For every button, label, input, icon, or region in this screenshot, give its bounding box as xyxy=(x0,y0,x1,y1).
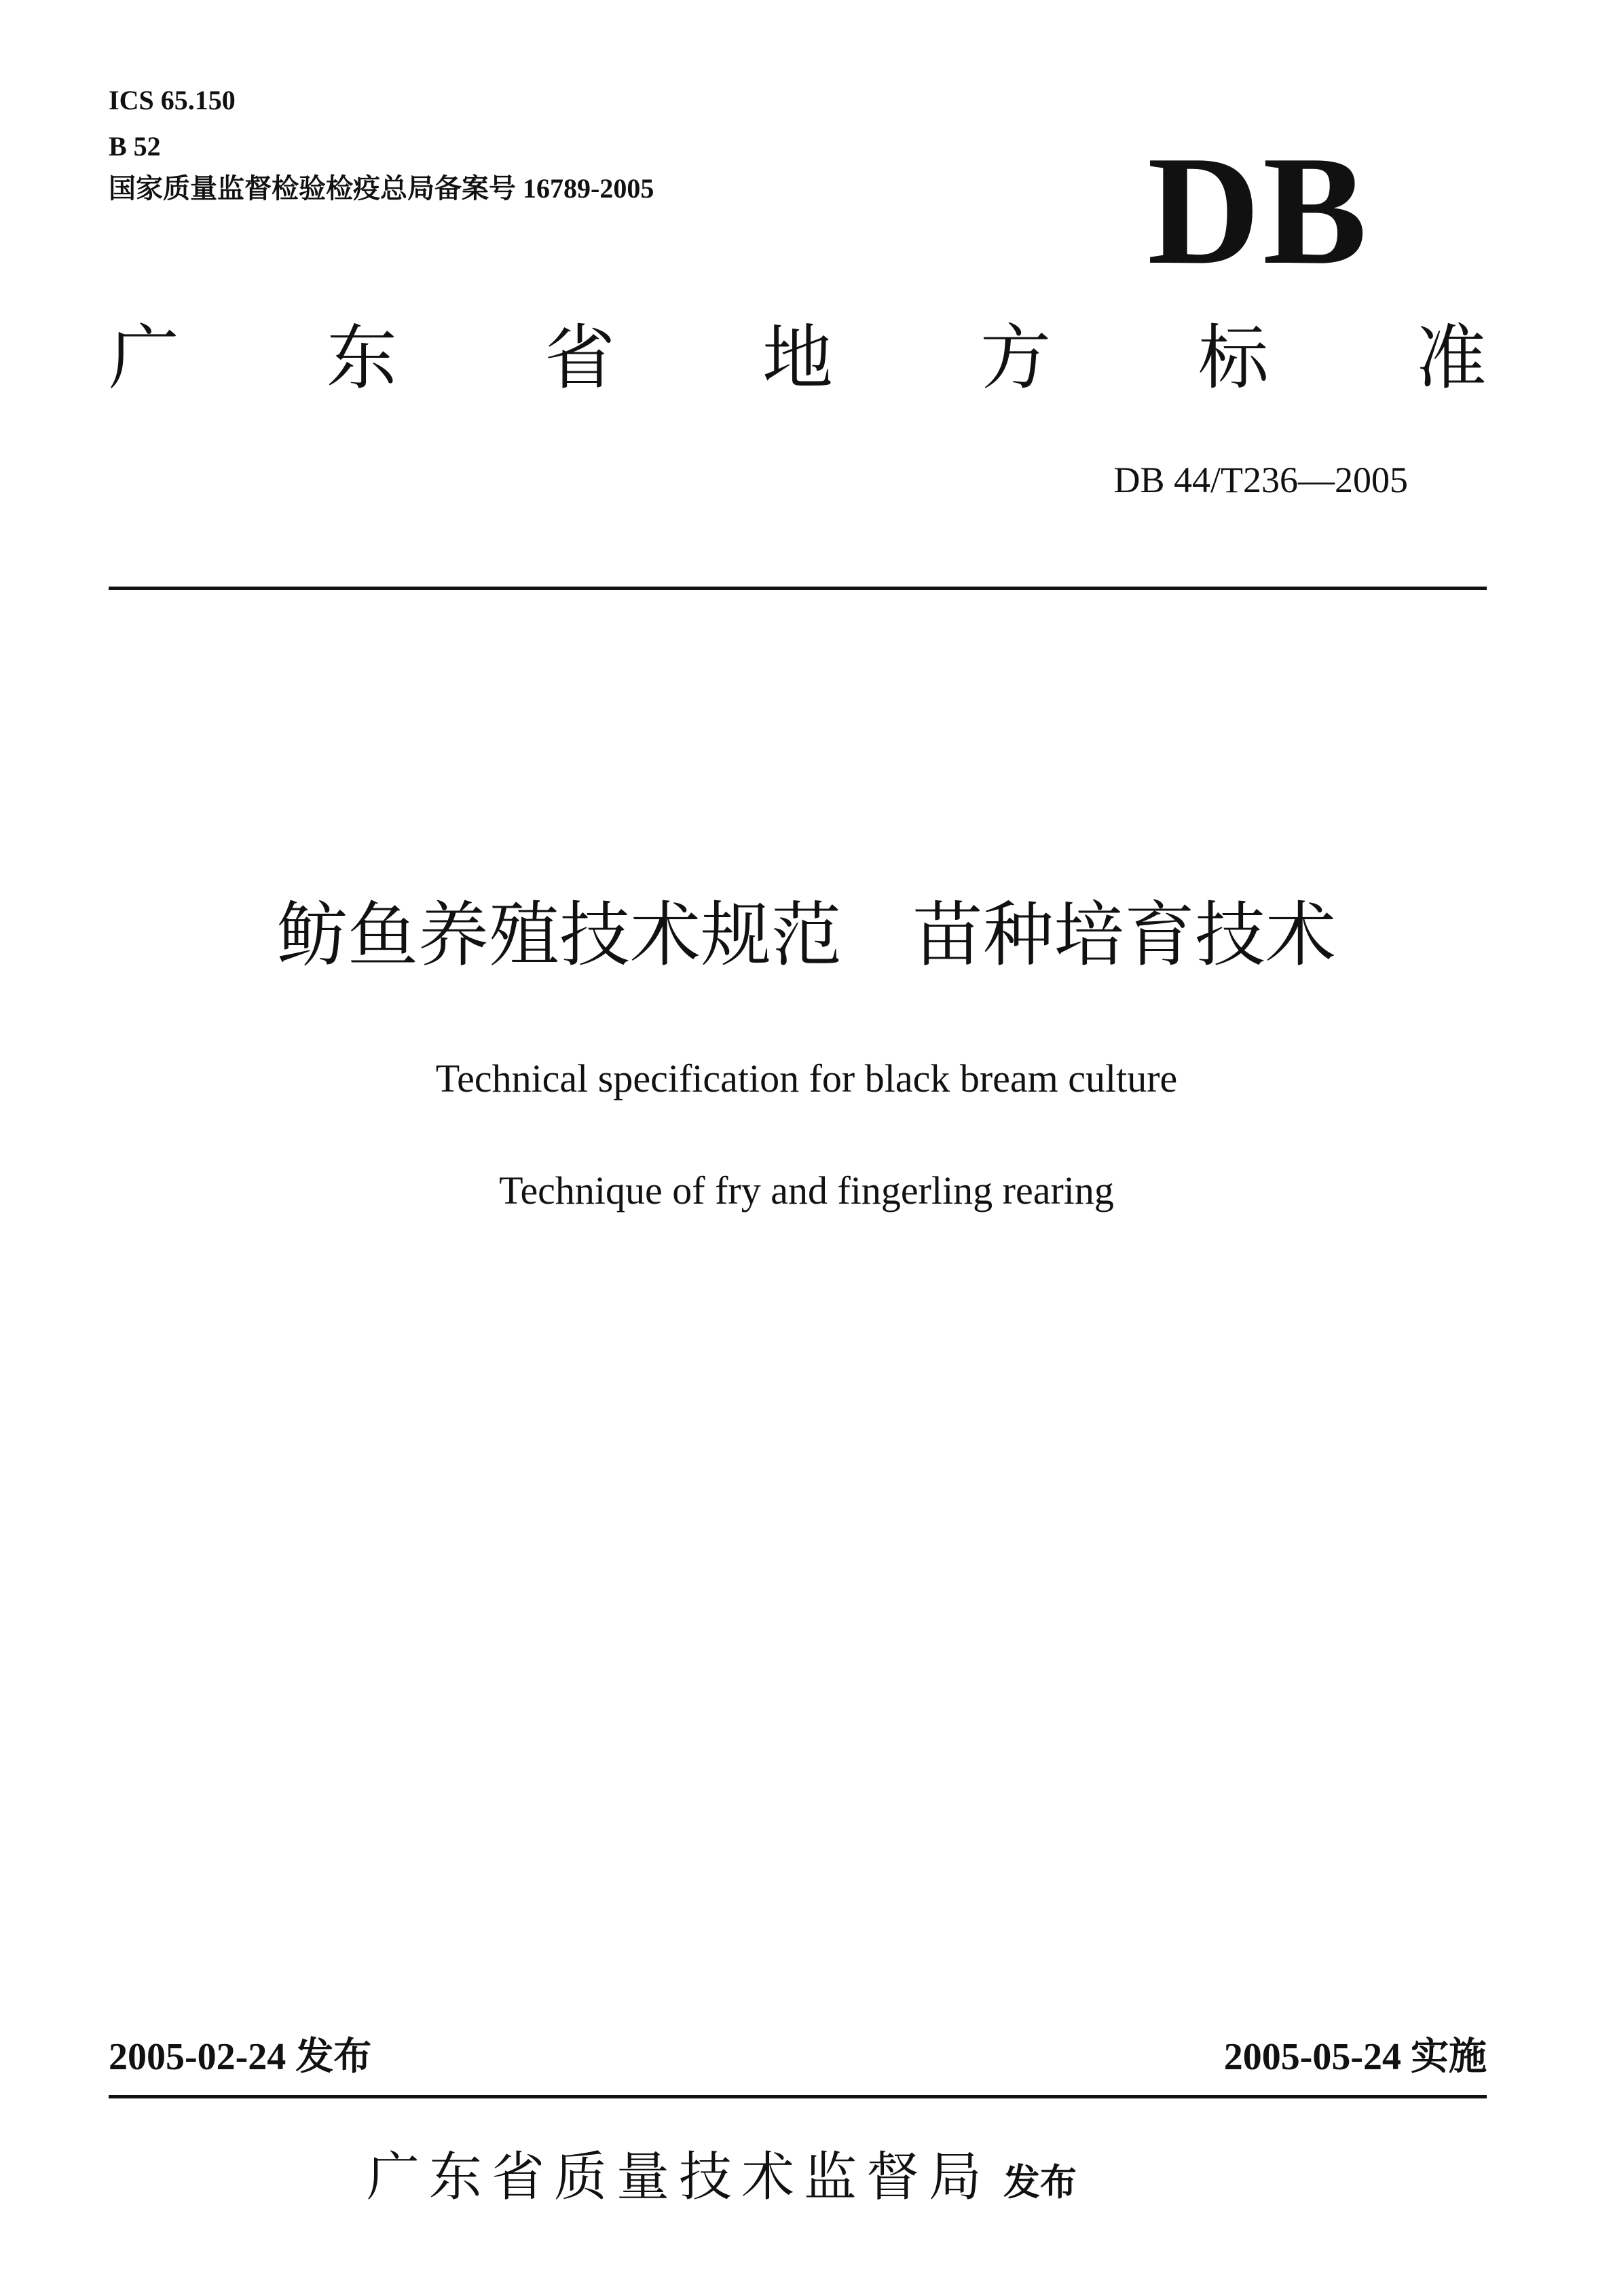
issuing-authority xyxy=(367,2147,1077,2208)
classification-code: B 52 xyxy=(109,131,161,162)
standard-type-char: 方 xyxy=(980,316,1051,399)
issuer-suffix: 发布 xyxy=(1003,2161,1077,2204)
title-english-line-2: Technique of fry and fingerling rearing xyxy=(499,1168,1114,1212)
title-chinese: 鲂鱼养殖技术规范 苗种培育技术 xyxy=(276,893,1336,976)
standard-type-char: 标 xyxy=(1198,316,1269,399)
ics-code: ICS 65.150 xyxy=(109,85,236,115)
record-number: 国家质量监督检验检疫总局备案号 16789-2005 xyxy=(109,173,654,204)
standard-type-heading xyxy=(109,314,1487,402)
implementation-date: 2005-05-24 实施 xyxy=(1223,2036,1487,2078)
standard-type-char: 省 xyxy=(544,316,615,399)
issuer-name: 广东省质量技术监督局 xyxy=(367,2147,992,2208)
standard-type-char: 东 xyxy=(326,316,397,399)
issue-date: 2005-02-24 发布 xyxy=(109,2036,372,2078)
footer-divider xyxy=(109,2095,1487,2098)
header-divider xyxy=(109,587,1487,590)
standard-type-char: 准 xyxy=(1415,316,1487,399)
standard-type-char: 地 xyxy=(762,316,833,399)
title-english-line-1: Technical specification for black bream culture xyxy=(435,1056,1178,1100)
standard-type-char: 广 xyxy=(109,316,180,399)
standard-number: DB 44/T236—2005 xyxy=(1113,460,1408,500)
db-logo: DB xyxy=(1147,124,1370,297)
